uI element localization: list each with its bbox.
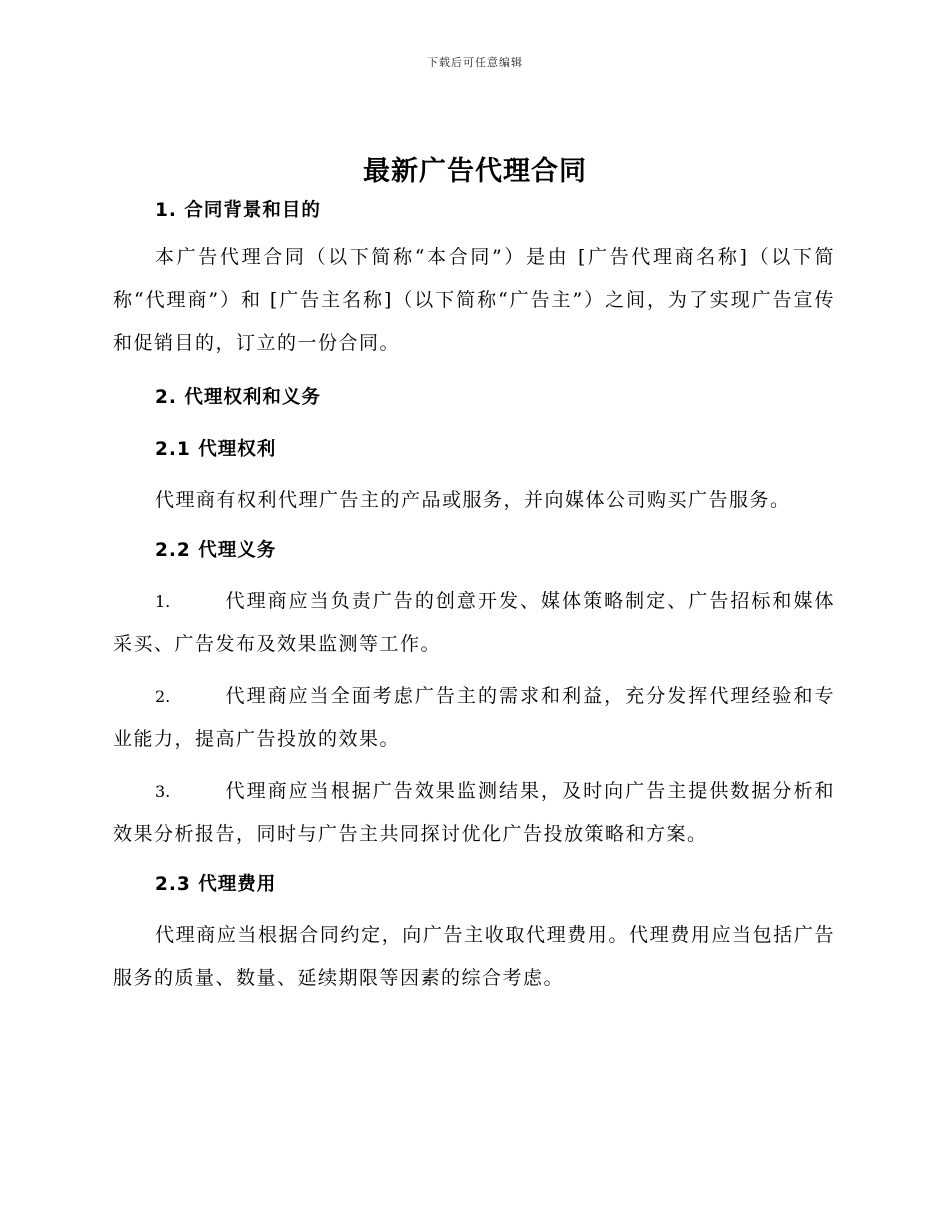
section-2-2-heading: 2.2 代理义务 [155,540,277,561]
section-1-heading: 1. 合同背景和目的 [155,200,321,221]
list-item-number: 1. [155,592,171,611]
list-item-text: 代理商应当全面考虑广告主的需求和利益，充分发挥代理经验和专业能力，提高广告投放的效果。 [113,685,835,750]
section-2-3-paragraph: 代理商应当根据合同约定，向广告主收取代理费用。代理费用应当包括广告服务的质量、数量、延续期限等因素的综合考虑。 [113,924,835,989]
section-2-3-heading: 2.3 代理费用 [155,874,277,895]
document-title: 最新广告代理合同 [363,156,587,187]
section-2-heading: 2. 代理权利和义务 [155,387,321,408]
header-note: 下载后可任意编辑 [427,56,523,69]
list-item-text: 代理商应当负责广告的创意开发、媒体策略制定、广告招标和媒体采买、广告发布及效果监测等工作。 [113,590,835,655]
section-2-1-paragraph: 代理商有权利代理广告主的产品或服务，并向媒体公司购买广告服务。 [155,489,791,511]
section-2-1-heading: 2.1 代理权利 [155,439,277,460]
list-item [113,675,835,761]
list-item [113,580,835,666]
list-item-number: 3. [155,782,171,801]
document-body [113,196,835,1000]
list-item-text: 代理商应当根据广告效果监测结果，及时向广告主提供数据分析和效果分析报告，同时与广告主共同探讨优化广告投放策略和方案。 [113,780,835,845]
section-1-paragraph: 本广告代理合同（以下简称“本合同”）是由 [广告代理商名称]（以下简称“代理商”）和 [广告主名称]（以下简称“广告主”）之间，为了实现广告宣传和促销目的，订立的一份合同。 [113,246,835,354]
list-item [113,770,835,856]
list-item-number: 2. [155,687,171,706]
